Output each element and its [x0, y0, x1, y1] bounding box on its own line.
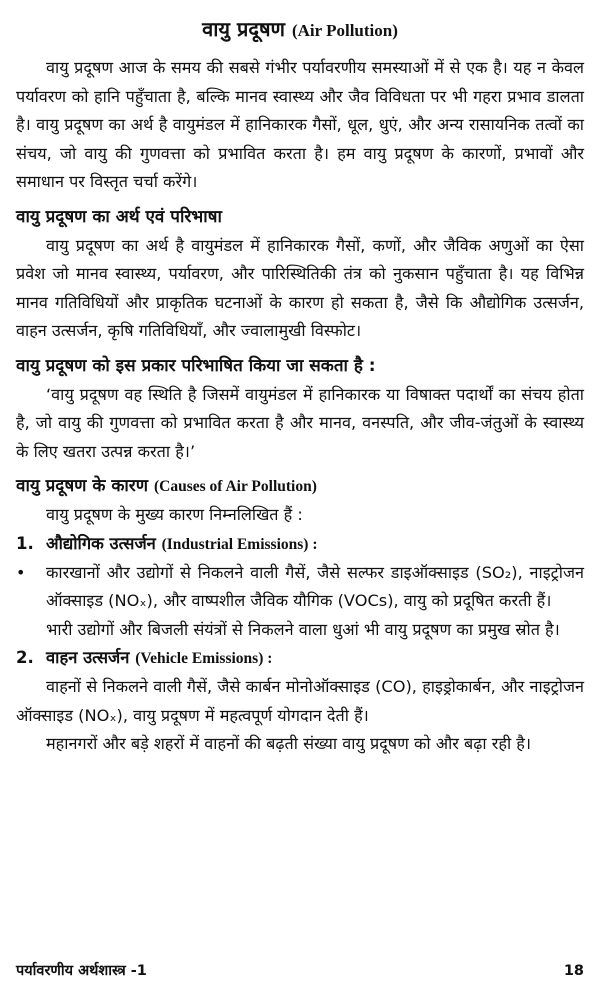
page-title: [16, 14, 584, 46]
definition-quote: ‘वायु प्रदूषण वह स्थिति है जिसमें वायुमंडल में हानिकारक या विषाक्त पदार्थों का संचय होता है, जो वायु की गुणवत्ता को प्रभावित करता है और मानव, वनस्पति, और जीव-जंतुओं के स्वास्थ्य के लिए खतरा उत्पन्न करता है।’: [16, 384, 584, 461]
meaning-paragraph: वायु प्रदूषण का अर्थ है वायुमंडल में हानिकारक गैसों, कणों, और जैविक अणुओं का ऐसा प्रवेश जो मानव स्वास्थ्य, पर्यावरण, और पारिस्थितिकी तंत्र को नुकसान पहुँचाता है। यह विभिन्न मानव गतिविधियों और प्राकृतिक घटनाओं के कारण हो सकता है, जैसे कि औद्योगिक उत्सर्जन, वाहन उत्सर्जन, कृषि गतिविधियाँ, और ज्वालामुखी विस्फोट।: [16, 235, 584, 340]
footer-book-title: पर्यावरणीय अर्थशास्त्र -1: [16, 963, 147, 979]
subheading-english: (Vehicle Emissions) :: [135, 650, 273, 667]
footer-page-number: 18: [563, 963, 584, 979]
title-hindi: वायु प्रदूषण: [202, 17, 285, 41]
page-footer: [16, 960, 584, 982]
subheading-vehicle-emissions: [16, 644, 584, 673]
subheading-industrial-emissions: [16, 530, 584, 559]
causes-lead: वायु प्रदूषण के मुख्य कारण निम्नलिखित हैं :: [46, 505, 303, 524]
subheading-number: 2.: [16, 648, 34, 667]
causes-heading-hindi: वायु प्रदूषण के कारण: [16, 476, 149, 496]
subheading-english: (Industrial Emissions) :: [161, 535, 318, 553]
bullet-icon: •: [16, 562, 26, 582]
vehicle-paragraph-1: वाहनों से निकलने वाली गैसें, जैसे कार्बन मोनोऑक्साइड (CO), हाइड्रोकार्बन, और नाइट्रोजन ऑक्साइड (NOₓ), वायु प्रदूषण में महत्वपूर्ण योगदान देती हैं।: [16, 677, 584, 725]
industrial-bullet-text: कारखानों और उद्योगों से निकलने वाली गैसें, जैसे सल्फर डाइऑक्साइड (SO₂), नाइट्रोजन ऑक्साइड (NOₓ), और वाष्पशील जैविक यौगिक (VOCs), वायु को प्रदूषित करती हैं।: [46, 562, 584, 610]
intro-paragraph: वायु प्रदूषण आज के समय की सबसे गंभीर पर्यावरणीय समस्याओं में से एक है। यह न केवल पर्यावरण को हानि पहुँचाता है, बल्कि मानव स्वास्थ्य और जैव विविधता पर भी गहरा प्रभाव डालता है। वायु प्रदूषण का अर्थ है वायुमंडल में हानिकारक गैसों, धूल, धुएं, और अन्य रासायनिक तत्वों का संचय, जो वायु की गुणवत्ता को प्रभावित करता है। हम वायु प्रदूषण के कारणों, प्रभावों और समाधान पर विस्तृत चर्चा करेंगे।: [16, 58, 584, 191]
vehicle-paragraph-2: महानगरों और बड़े शहरों में वाहनों की बढ़ती संख्या वायु प्रदूषण को और बढ़ा रही है।: [46, 734, 532, 753]
section-heading-definition: वायु प्रदूषण को इस प्रकार परिभाषित किया जा सकता है :: [16, 355, 376, 376]
subheading-number: 1.: [16, 533, 34, 553]
subheading-hindi: वाहन उत्सर्जन: [46, 648, 130, 667]
section-heading-causes: [16, 472, 584, 501]
section-heading-meaning-definition: वायु प्रदूषण का अर्थ एवं परिभाषा: [16, 206, 222, 227]
industrial-extra-paragraph: भारी उद्योगों और बिजली संयंत्रों से निकलने वाला धुआं भी वायु प्रदूषण का प्रमुख स्रोत है।: [46, 619, 560, 639]
subheading-hindi: औद्योगिक उत्सर्जन: [46, 533, 156, 553]
causes-heading-english: (Causes of Air Pollution): [153, 478, 317, 495]
list-item: [16, 559, 584, 616]
title-english: (Air Pollution): [291, 21, 398, 40]
